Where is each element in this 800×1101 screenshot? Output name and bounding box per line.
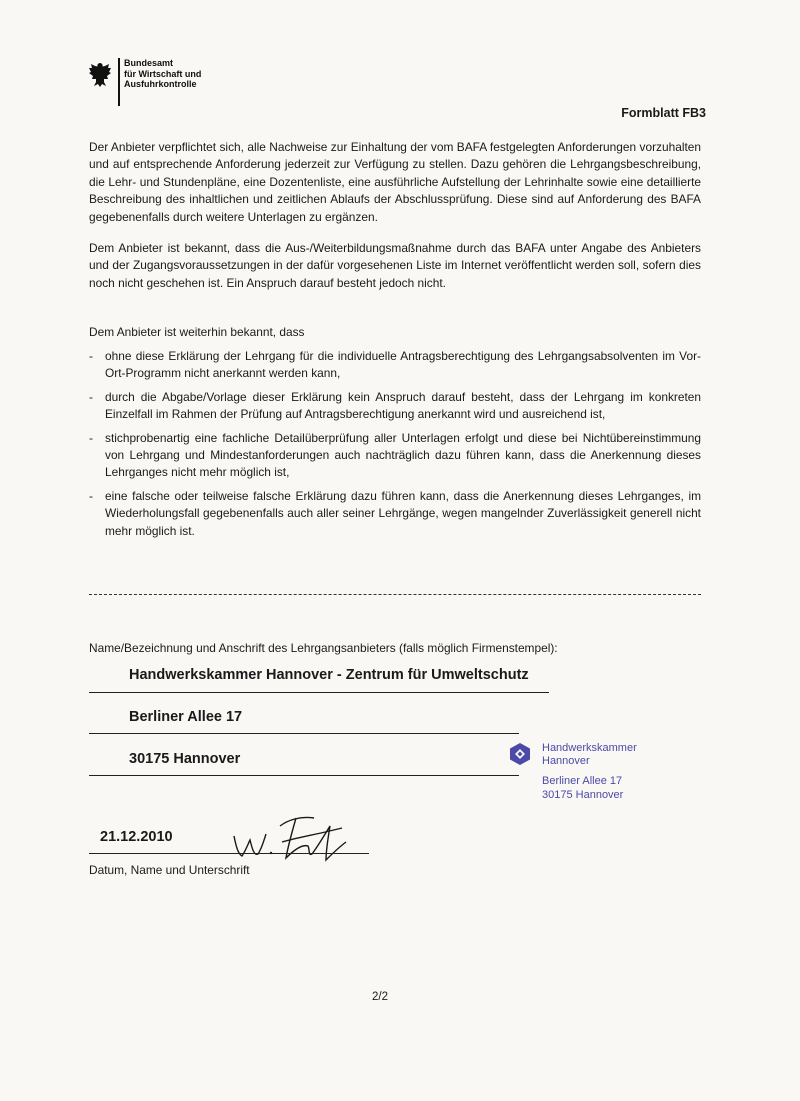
page-number: 2/2 (372, 991, 388, 1003)
paragraph-obligations: Der Anbieter verpflichtet sich, alle Nachweise zur Einhaltung der vom BAFA festgelegten Anforderungen vorzuhalten und auf entsprechende Anforderung jederzeit zur Verfügung zu stellen. Dazu gehören die Lehrgangsbeschreibung, die Lehr- und Stundenpläne, eine Dozentenliste, eine ausführliche Aufstellung der Lehrinhalte sowie eine detaillierte Beschreibung des inhaltlichen und zeitlichen Ablaufs der Abschlussprüfung. Diese sind auf Anforderung des BAFA gegebenenfalls durch weitere Unterlagen zu ergänzen. (89, 140, 701, 224)
signature-date: 21.12.2010 (100, 829, 173, 845)
stamp-address-line: Berliner Allee 17 (542, 775, 623, 787)
federal-logo (88, 56, 218, 108)
field-underline (89, 733, 519, 734)
company-stamp (508, 742, 668, 806)
stamp-name-line: Hannover (542, 755, 590, 767)
paragraph-publication: Dem Anbieter ist bekannt, dass die Aus-/Weiterbildungsmaßnahme durch das BAFA unter Angabe des Anbieters und der Zugangsvoraussetzungen in der dafür vorgesehenen Liste im Internet veröffentlicht werden soll, sofern dies noch nicht geschehen ist. Ein Anspruch darauf besteht jedoch nicht. (89, 241, 701, 290)
authority-name (124, 58, 201, 90)
federal-eagle-icon (88, 62, 112, 88)
stamp-name (542, 742, 637, 768)
authority-line: Bundesamt (124, 58, 174, 68)
list-item: - stichprobenartig eine fachliche Detailüberprüfung aller Unterlagen erfolgt und diese bei Nichtübereinstimmung von Lehrgang und Mindestanforderungen auch nachträglich dazu führen kann, dass die Anerkennung dieses Lehrganges nicht mehr möglich ist, (89, 430, 701, 482)
list-item: - eine falsche oder teilweise falsche Erklärung dazu führen kann, dass die Anerkennung dieses Lehrganges, im Wiederholungsfall gegebenenfalls auch aller seiner Lehrgänge, wegen mangelnder Zuverlässigkeit generell nicht mehr möglich ist. (89, 488, 701, 540)
conditions-list (89, 348, 701, 546)
list-item: - durch die Abgabe/Vorlage dieser Erklärung kein Anspruch darauf besteht, dass der Lehrgang im konkreten Einzelfall im Rahmen der Prüfung auf Antragsberechtigung anerkannt wird und ausreichend ist, (89, 389, 701, 424)
field-underline (89, 692, 549, 693)
provider-name-field: Handwerkskammer Hannover - Zentrum für Umweltschutz (129, 667, 529, 683)
provider-city-field: 30175 Hannover (129, 751, 241, 767)
paragraph-intro: Dem Anbieter ist weiterhin bekannt, dass (89, 325, 305, 339)
logo-divider (118, 58, 120, 106)
hwk-logo-icon (508, 742, 532, 766)
field-underline (89, 775, 519, 776)
handwritten-signature (222, 806, 372, 868)
stamp-name-line: Handwerkskammer (542, 742, 637, 754)
dashed-separator (89, 594, 701, 595)
provider-label: Name/Bezeichnung und Anschrift des Lehrgangsanbieters (falls möglich Firmenstempel): (89, 641, 558, 655)
form-id: Formblatt FB3 (621, 106, 706, 120)
authority-line: Ausfuhrkontrolle (124, 79, 197, 89)
list-item: - ohne diese Erklärung der Lehrgang für die individuelle Antragsberechtigung des Lehrgangsabsolventen im Vor-Ort-Programm nicht anerkannt werden kann, (89, 348, 701, 383)
signature-underline (89, 853, 369, 854)
authority-line: für Wirtschaft und (124, 68, 202, 79)
stamp-address (542, 774, 623, 802)
provider-street-field: Berliner Allee 17 (129, 709, 243, 725)
stamp-address-line: 30175 Hannover (542, 789, 624, 801)
signature-label: Datum, Name und Unterschrift (89, 863, 250, 877)
